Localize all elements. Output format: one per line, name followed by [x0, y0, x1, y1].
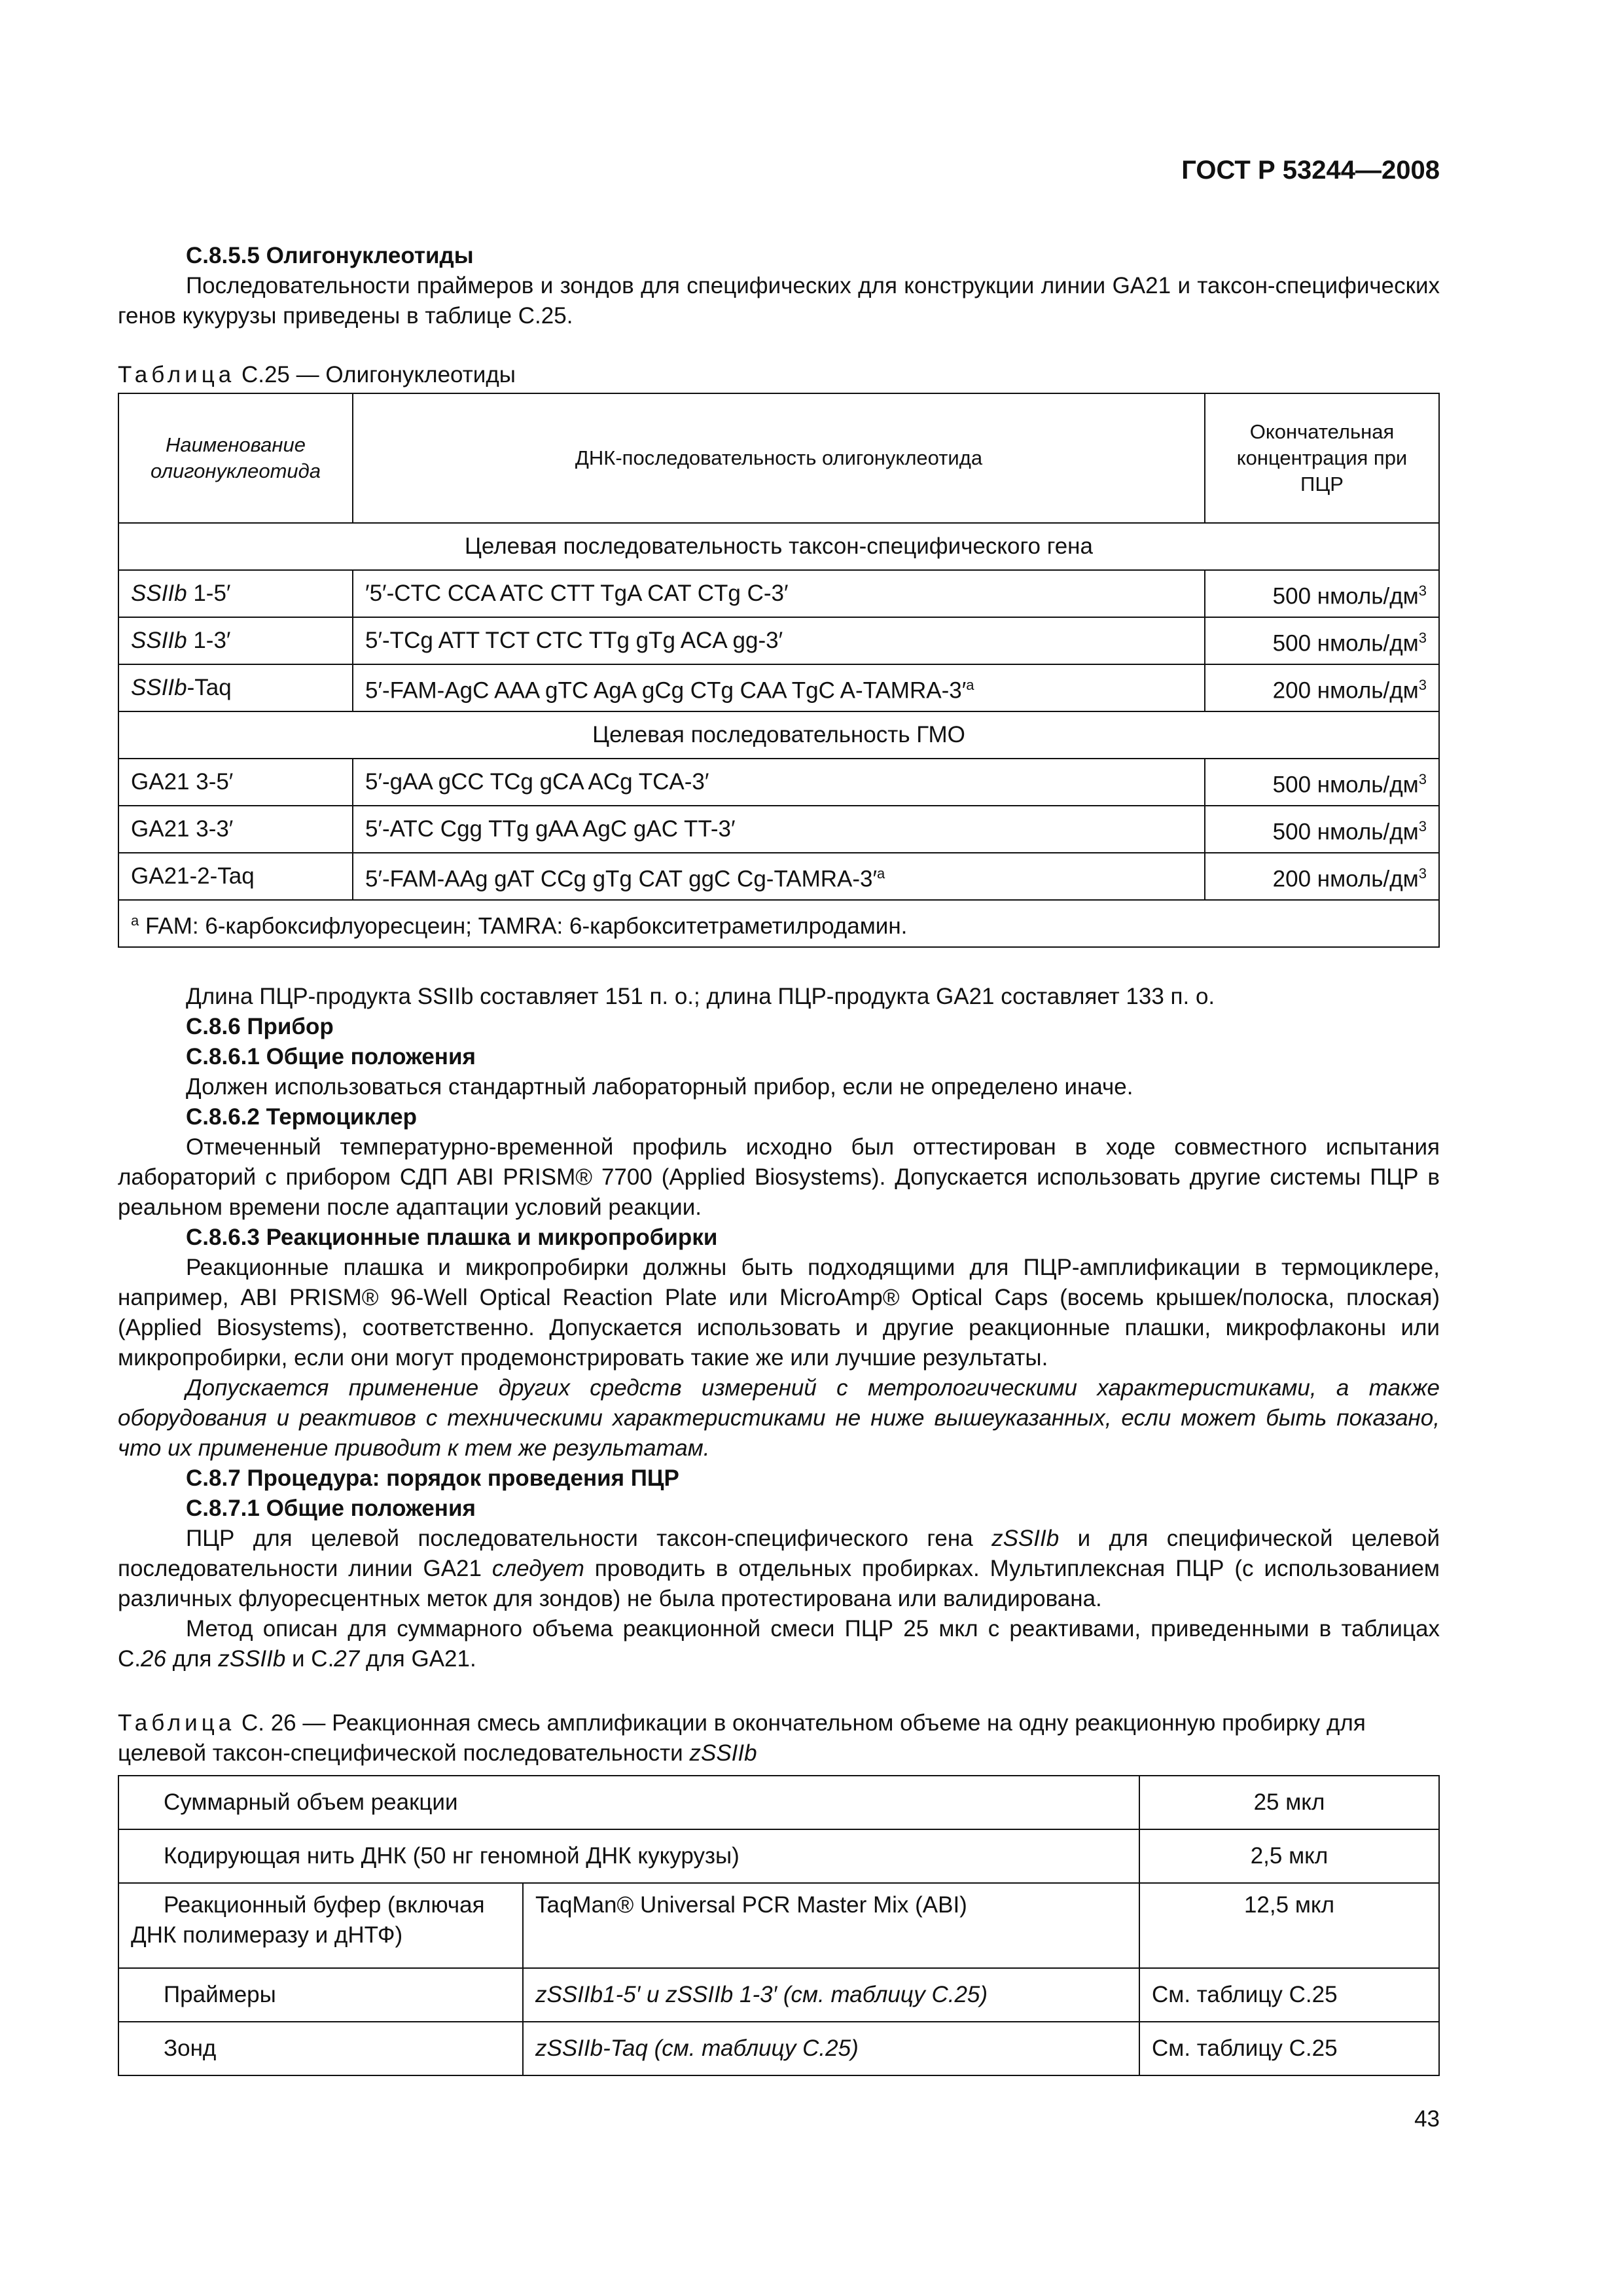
table-row [118, 1776, 1439, 1829]
group-row-taxon [118, 523, 1439, 570]
table25-container [118, 393, 1440, 948]
heading-c861: С.8.6.1 Общие положения [186, 1044, 476, 1069]
oligo-name: GA21 3-3′ [118, 806, 353, 853]
paragraph-c871: ПЦР для целевой последовательности таксон-специфического гена zSSIIb и для специфической целевой последовательности линии GA21 следует проводить в отдельных пробирках. Мультиплексная ПЦР (с использованием различных флуоресцентных меток для зондов) не была протестирована или валидирована. [118, 1526, 1440, 1611]
table-header-row [118, 393, 1439, 523]
table-row [118, 853, 1439, 900]
paragraph-alternative-means: Допускается применение других средств измерений с метрологическими характеристиками, а также оборудования и реактивов с техническими характеристиками не ниже вышеуказанных, если может быть показано, что их применение приводит к тем же результатам. [118, 1375, 1440, 1461]
table26-container [118, 1775, 1440, 2076]
row-label: Суммарный объем реакции [118, 1776, 1139, 1829]
oligo-sequence: 5′-FAM-AgC AAA gTC AgA gCg CTg CAA TgC $A-TAMRA-3'^a$ [353, 664, 1205, 711]
table25-caption [118, 360, 1440, 390]
standard-number: ГОСТ Р 53244—2008 [1181, 156, 1440, 185]
heading-c871: С.8.7.1 Общие положения [186, 1496, 476, 1521]
heading-c862: С.8.6.2 Термоциклер [186, 1104, 417, 1130]
oligo-concentration: 500 нмоль/$дм^3$ [1205, 806, 1439, 853]
oligo-name: SSIIb 1-5′ [118, 570, 353, 617]
oligo-sequence: 5′-gAA gCC TCg gCA ACg TCA-3′ [353, 759, 1205, 806]
row-value: 12,5 мкл [1139, 1883, 1439, 1968]
table-row [118, 1968, 1439, 2022]
oligo-sequence: 5′-ATC Cgg TTg gAA AgC gAC TT-3′ [353, 806, 1205, 853]
row-value: См. таблицу С.25 [1139, 2022, 1439, 2075]
oligo-sequence: 5′-FAM-AAg gAT CCg gTg CAT ggC $Cg-TAMRA-3'^a$ [353, 853, 1205, 900]
table-row [118, 759, 1439, 806]
oligo-concentration: 200 нмоль/$дм^3$ [1205, 853, 1439, 900]
table-row [118, 1883, 1439, 1968]
table-row [118, 1829, 1439, 1883]
oligo-sequence: 5′-TCg ATT TCT CTC TTg gTg ACA gg-3′ [353, 617, 1205, 664]
heading-c86: С.8.6 Прибор [186, 1014, 334, 1039]
row-label: Реакционный буфер (включая ДНК полимеразу и дНТФ) [118, 1883, 523, 1968]
oligo-concentration: 500 нмоль/$дм^3$ [1205, 570, 1439, 617]
table-row [118, 664, 1439, 711]
section-c855 [118, 241, 1440, 331]
table-row [118, 617, 1439, 664]
paragraph-c863: Реакционные плашка и микропробирки должны быть подходящими для ПЦР-амплификации в термоциклере, например, ABI PRISM® 96-Well Optical Reaction Plate или MicroAmp® Optical Caps (восемь крышек/полоска, плоская) (Applied Biosystems), соответственно. Допускается использовать и другие реакционные плашки, микрофлаконы или микропробирки, если они могут продемонстрировать такие же или лучшие результаты. [118, 1255, 1440, 1371]
table-row [118, 2022, 1439, 2075]
table26-caption-text: С. 26 — Реакционная смесь амплификации в окончательном объеме на одну реакционную пробирку для целевой таксон-специфической последовательности [118, 1710, 1366, 1766]
header-sequence: ДНК-последовательность олигонуклеотида [353, 393, 1205, 523]
header-concentration: Окончательная концентрация при ПЦР [1205, 393, 1439, 523]
page-number: 43 [1414, 2106, 1440, 2132]
header-name: Наименование олигонуклеотида [118, 393, 353, 523]
row-value: См. таблицу С.25 [1139, 1968, 1439, 2022]
table25-caption-label: Таблица [118, 362, 236, 387]
main-body-text [118, 982, 1440, 1674]
oligo-name: SSIIb-Taq [118, 664, 353, 711]
row-value: 25 мкл [1139, 1776, 1439, 1829]
row-label: Кодирующая нить ДНК (50 нг геномной ДНК кукурузы) [118, 1829, 1139, 1883]
paragraph-method: Метод описан для суммарного объема реакционной смеси ПЦР 25 мкл с реактивами, приведенными в таблицах С.26 для zSSIIb и С.27 для GA21. [118, 1616, 1440, 1672]
oligo-concentration: 500 нмоль/$дм^3$ [1205, 759, 1439, 806]
paragraph-pcr-length: Длина ПЦР-продукта SSIIb составляет 151 п. о.; длина ПЦР-продукта GA21 составляет 133 п. о. [186, 984, 1215, 1009]
oligo-sequence: ′5′-CTC CCA ATC CTT TgA CAT CTg C-3′ [353, 570, 1205, 617]
row-label: Праймеры [118, 1968, 523, 2022]
oligo-concentration: 500 нмоль/$дм^3$ [1205, 617, 1439, 664]
oligo-name: GA21-2-Taq [118, 853, 353, 900]
heading-c855: С.8.5.5 Олигонуклеотиды [186, 243, 474, 268]
row-reagent: zSSIIb1-5′ и zSSIIb 1-3′ (см. таблицу С.25) [523, 1968, 1139, 2022]
table25 [118, 393, 1440, 948]
table26-caption-label: Таблица [118, 1710, 236, 1736]
group-row-gmo [118, 711, 1439, 759]
group-label: Целевая последовательность ГМО [118, 711, 1439, 759]
table26-caption [118, 1708, 1440, 1768]
oligo-name: GA21 3-5′ [118, 759, 353, 806]
table-footnote: $^а$ FAM: 6-карбоксифлуоресцеин; TAMRA: 6-карбокситетраметилродамин. [118, 900, 1439, 947]
paragraph-c855: Последовательности праймеров и зондов для специфических для конструкции линии GA21 и таксон-специфических генов кукурузы приведены в таблице С.25. [118, 273, 1440, 329]
paragraph-c861: Должен использоваться стандартный лабораторный прибор, если не определено иначе. [186, 1074, 1133, 1100]
row-label: Зонд [118, 2022, 523, 2075]
paragraph-c862: Отмеченный температурно-временной профиль исходно был оттестирован в ходе совместного испытания лабораторий с прибором СДП ABI PRISM® 7700 (Applied Biosystems). Допускается использовать другие системы ПЦР в реальном времени после адаптации условий реакции. [118, 1134, 1440, 1220]
row-reagent: zSSIIb-Taq (см. таблицу С.25) [523, 2022, 1139, 2075]
table26 [118, 1775, 1440, 2076]
oligo-name: SSIIb 1-3′ [118, 617, 353, 664]
table26-caption-italic: zSSIIb [689, 1740, 757, 1766]
oligo-concentration: 200 нмоль/$дм^3$ [1205, 664, 1439, 711]
table-row [118, 570, 1439, 617]
table-row [118, 806, 1439, 853]
heading-c87: С.8.7 Процедура: порядок проведения ПЦР [186, 1465, 679, 1491]
group-label: Целевая последовательность таксон-специфического гена [118, 523, 1439, 570]
table-footnote-row [118, 900, 1439, 947]
row-reagent: TaqMan® Universal PCR Master Mix (ABI) [523, 1883, 1139, 1968]
row-value: 2,5 мкл [1139, 1829, 1439, 1883]
table25-caption-text: С.25 — Олигонуклеотиды [241, 362, 516, 387]
heading-c863: С.8.6.3 Реакционные плашка и микропробирки [186, 1225, 718, 1250]
